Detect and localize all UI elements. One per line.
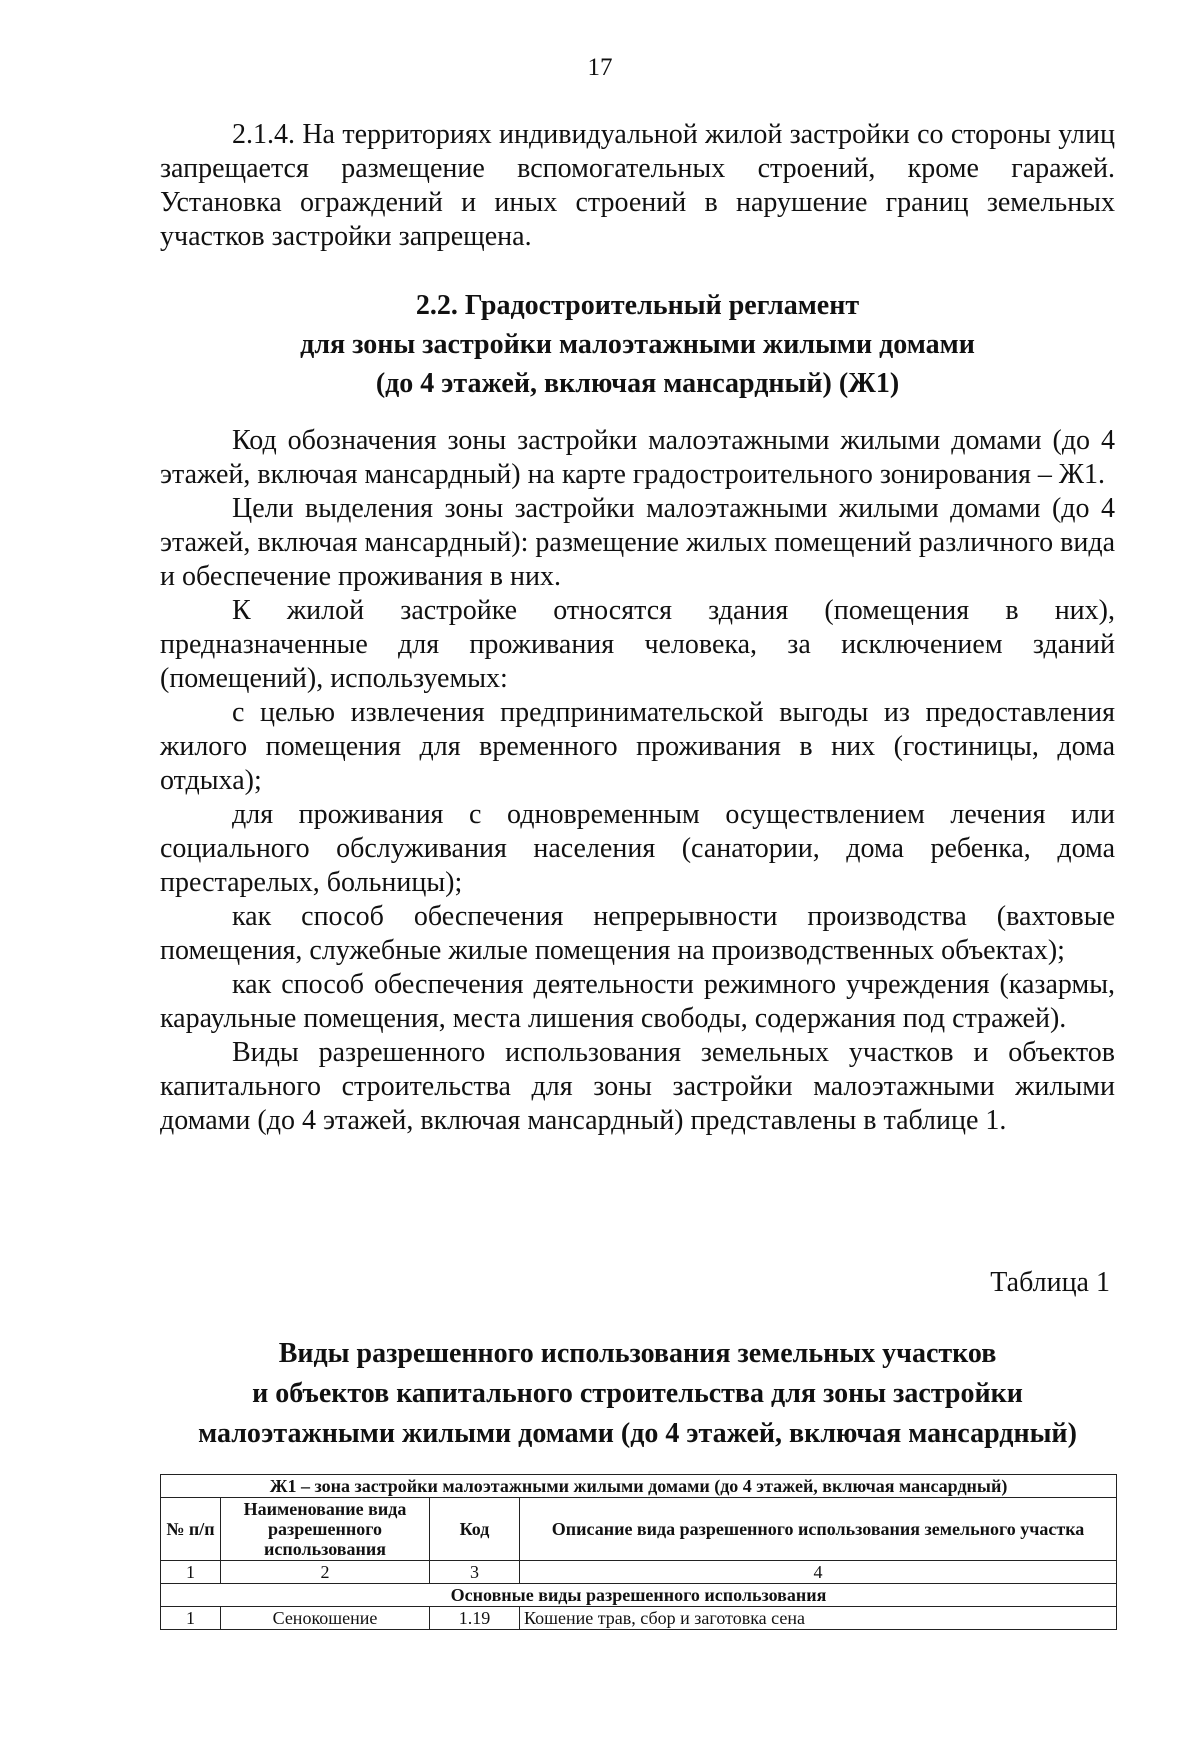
column-number-cell: 3	[430, 1561, 520, 1584]
table-zone-header-row	[161, 1475, 1117, 1498]
paragraph: Код обозначения зоны застройки малоэтажными жилыми домами (до 4 этажей, включая мансардный) на карте градостроительного зонирования – Ж1.	[160, 425, 1115, 490]
table-header-row	[161, 1498, 1117, 1561]
paragraph-2-1-4	[160, 118, 1115, 254]
land-use-table	[160, 1474, 1117, 1630]
paragraph: Цели выделения зоны застройки малоэтажными жилыми домами (до 4 этажей, включая мансардный): размещение жилых помещений различного вида и обеспечение проживания в них.	[160, 493, 1115, 592]
header-description: Описание вида разрешенного использования земельного участка	[520, 1498, 1117, 1561]
paragraph: как способ обеспечения непрерывности производства (вахтовые помещения, служебные жилые помещения на производственных объектах);	[160, 901, 1115, 966]
paragraph: для проживания с одновременным осуществлением лечения или социального обслуживания населения (санатории, дома ребенка, дома престарелых, больницы);	[160, 799, 1115, 898]
column-number-cell: 4	[520, 1561, 1117, 1584]
zone-header-cell: Ж1 – зона застройки малоэтажными жилыми домами (до 4 этажей, включая мансардный)	[161, 1475, 1117, 1498]
code-cell: 1.19	[430, 1607, 520, 1630]
paragraph-text: 2.1.4. На территориях индивидуальной жилой застройки со стороны улиц запрещается размещение вспомогательных строений, кроме гаражей. Установка ограждений и иных строений в нарушение границ земельных участков застройки запрещена.	[160, 119, 1115, 252]
paragraph: К жилой застройке относятся здания (помещения в них), предназначенные для проживания человека, за исключением зданий (помещений), используемых:	[160, 595, 1115, 694]
header-code: Код	[430, 1498, 520, 1561]
table-label: Таблица 1	[990, 1267, 1110, 1298]
section-heading-line: 2.2. Градостроительный регламент	[415, 290, 860, 321]
table-column-numbers-row	[161, 1561, 1117, 1584]
page-number: 17	[587, 54, 613, 81]
description-cell: Кошение трав, сбор и заготовка сена	[520, 1607, 1117, 1630]
zone-description	[160, 424, 1115, 1138]
section-heading-line: для зоны застройки малоэтажными жилыми домами	[300, 329, 975, 360]
section-heading	[160, 286, 1115, 403]
column-number-cell: 2	[221, 1561, 430, 1584]
table-title-line: и объектов капитального строительства для зоны застройки	[252, 1378, 1023, 1409]
section-row-cell: Основные виды разрешенного использования	[161, 1584, 1117, 1607]
header-use-name: Наименование вида разрешенного использования	[221, 1498, 430, 1561]
paragraph: как способ обеспечения деятельности режимного учреждения (казармы, караульные помещения, места лишения свободы, содержания под стражей).	[160, 969, 1115, 1034]
row-number-cell: 1	[161, 1607, 221, 1630]
paragraph: с целью извлечения предпринимательской выгоды из предоставления жилого помещения для временного проживания в них (гостиницы, дома отдыха);	[160, 697, 1115, 796]
column-number-cell: 1	[161, 1561, 221, 1584]
section-heading-line: (до 4 этажей, включая мансардный) (Ж1)	[375, 368, 900, 399]
use-name-cell: Сенокошение	[221, 1607, 430, 1630]
header-number: № п/п	[161, 1498, 221, 1561]
table-section-row	[161, 1584, 1117, 1607]
table-row	[161, 1607, 1117, 1630]
paragraph: Виды разрешенного использования земельных участков и объектов капитального строительства для зоны застройки малоэтажными жилыми домами (до 4 этажей, включая мансардный) представлены в таблице 1.	[160, 1037, 1115, 1136]
table-title	[160, 1334, 1115, 1454]
table-title-line: Виды разрешенного использования земельных участков	[278, 1338, 997, 1369]
table-title-line: малоэтажными жилыми домами (до 4 этажей, включая мансардный)	[198, 1418, 1077, 1449]
